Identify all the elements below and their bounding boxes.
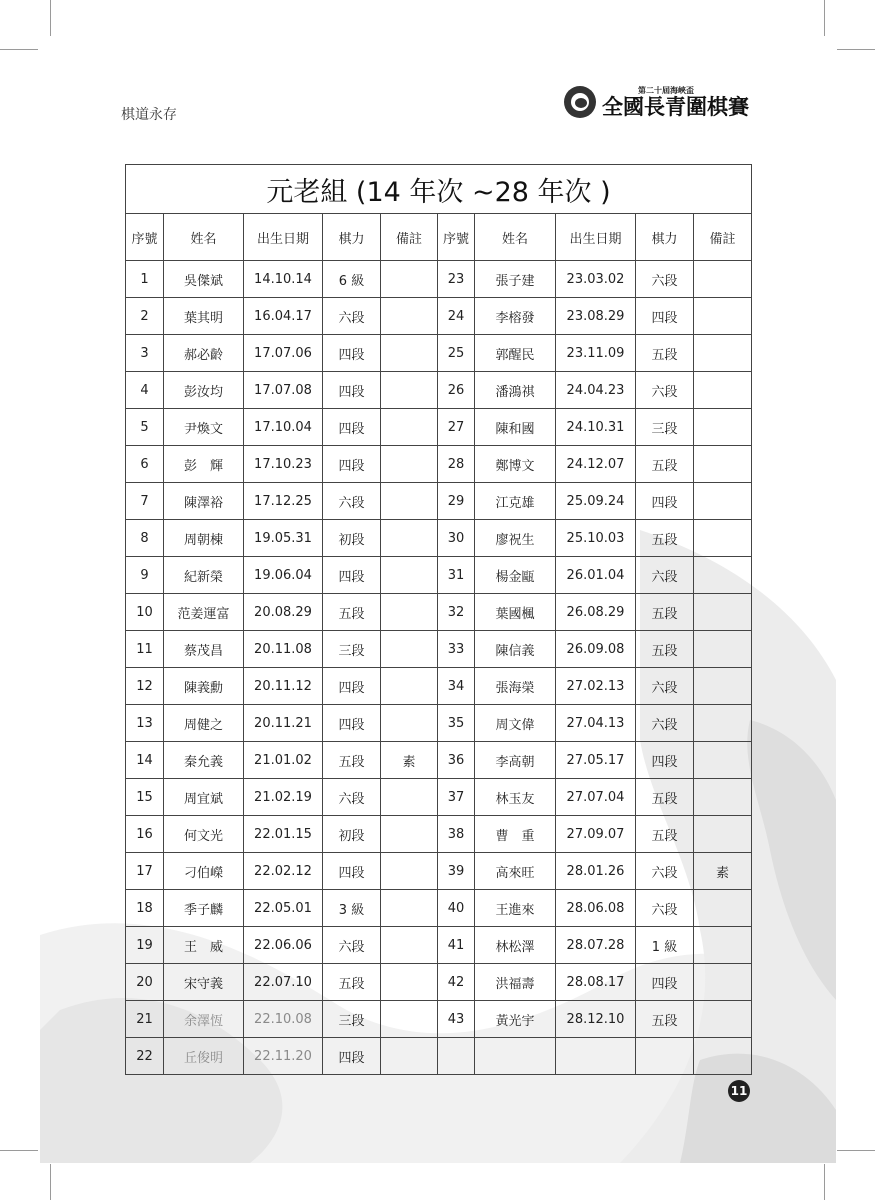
table-cell: 初段 [323, 816, 381, 853]
table-cell: 3 級 [323, 890, 381, 927]
table-cell: 22.05.01 [244, 890, 323, 927]
table-cell: 五段 [636, 631, 694, 668]
table-cell: 35 [438, 705, 475, 742]
table-cell: 3 [126, 335, 164, 372]
table-cell: 25.10.03 [556, 520, 636, 557]
table-cell: 秦允義 [164, 742, 244, 779]
table-cell: 21.02.19 [244, 779, 323, 816]
table-cell: 五段 [636, 1001, 694, 1038]
table-cell: 28.07.28 [556, 927, 636, 964]
table-cell [694, 816, 752, 853]
table-cell: 五段 [323, 742, 381, 779]
table-cell [694, 594, 752, 631]
table-cell: 六段 [323, 779, 381, 816]
table-cell: 17.07.08 [244, 372, 323, 409]
table-cell: 1 [126, 261, 164, 298]
table-cell [381, 298, 438, 335]
table-cell: 廖祝生 [475, 520, 556, 557]
table-cell: 38 [438, 816, 475, 853]
table-cell: 尹煥文 [164, 409, 244, 446]
table-cell: 楊金甌 [475, 557, 556, 594]
table-cell: 四段 [636, 964, 694, 1001]
table-cell: 41 [438, 927, 475, 964]
table-cell: 五段 [636, 335, 694, 372]
table-cell: 五段 [636, 446, 694, 483]
table-cell: 刁伯嶸 [164, 853, 244, 890]
table-cell: 六段 [636, 372, 694, 409]
table-cell: 五段 [636, 779, 694, 816]
event-logo [564, 86, 749, 118]
table-cell [694, 409, 752, 446]
table-cell [694, 372, 752, 409]
table-cell: 陳和國 [475, 409, 556, 446]
table-cell: 張子建 [475, 261, 556, 298]
table-cell: 陳澤裕 [164, 483, 244, 520]
table-cell [381, 853, 438, 890]
table-cell [694, 520, 752, 557]
table-cell [381, 594, 438, 631]
table-cell: 四段 [323, 446, 381, 483]
table-cell: 16 [126, 816, 164, 853]
table-cell: 43 [438, 1001, 475, 1038]
table-cell [694, 779, 752, 816]
table-cell [694, 483, 752, 520]
table-cell: 22.10.08 [244, 1001, 323, 1038]
table-row [126, 372, 752, 409]
column-header: 棋力 [636, 214, 694, 261]
table-cell: 17.10.23 [244, 446, 323, 483]
table-cell: 25 [438, 335, 475, 372]
table-row [126, 742, 752, 779]
table-cell: 14.10.14 [244, 261, 323, 298]
table-cell [636, 1038, 694, 1075]
table-cell: 23.08.29 [556, 298, 636, 335]
table-cell: 曹 重 [475, 816, 556, 853]
table-cell: 29 [438, 483, 475, 520]
table-cell [694, 705, 752, 742]
table-cell [381, 446, 438, 483]
table-cell: 1 級 [636, 927, 694, 964]
table-cell: 21.01.02 [244, 742, 323, 779]
table-row [126, 631, 752, 668]
table-cell: 22.07.10 [244, 964, 323, 1001]
table-cell: 丘俊明 [164, 1038, 244, 1075]
table-cell: 四段 [636, 298, 694, 335]
table-cell: 17 [126, 853, 164, 890]
table-cell: 六段 [323, 927, 381, 964]
table-cell: 20 [126, 964, 164, 1001]
column-header: 棋力 [323, 214, 381, 261]
table-cell: 26.01.04 [556, 557, 636, 594]
table-cell: 23 [438, 261, 475, 298]
table-cell: 20.11.12 [244, 668, 323, 705]
column-header: 序號 [126, 214, 164, 261]
table-cell: 高來旺 [475, 853, 556, 890]
table-cell [381, 335, 438, 372]
table-cell: 39 [438, 853, 475, 890]
table-row [126, 520, 752, 557]
table-cell [381, 409, 438, 446]
table-cell: 三段 [323, 631, 381, 668]
table-cell: 27.07.04 [556, 779, 636, 816]
table-cell [694, 335, 752, 372]
table-cell: 23.11.09 [556, 335, 636, 372]
table-cell: 三段 [636, 409, 694, 446]
column-header: 出生日期 [244, 214, 323, 261]
table-row [126, 483, 752, 520]
table-cell [381, 705, 438, 742]
table-cell: 32 [438, 594, 475, 631]
table-row [126, 1001, 752, 1038]
table-cell: 初段 [323, 520, 381, 557]
table-cell: 22.02.12 [244, 853, 323, 890]
header-left-text: 棋道永存 [121, 107, 177, 123]
table-cell: 六段 [636, 557, 694, 594]
table-row [126, 890, 752, 927]
table-cell: 鄭博文 [475, 446, 556, 483]
table-cell: 33 [438, 631, 475, 668]
table-cell: 何文光 [164, 816, 244, 853]
table-cell: 周宜斌 [164, 779, 244, 816]
table-cell [381, 816, 438, 853]
table-cell: 葉其明 [164, 298, 244, 335]
table-cell [694, 890, 752, 927]
table-cell: 李高朝 [475, 742, 556, 779]
table-cell: 28.01.26 [556, 853, 636, 890]
table-cell: 27 [438, 409, 475, 446]
table-cell: 周文偉 [475, 705, 556, 742]
table-title: 元老組 (14 年次 ~28 年次 ) [126, 165, 752, 214]
table-cell: 17.10.04 [244, 409, 323, 446]
table-cell: 彭 輝 [164, 446, 244, 483]
table-cell: 季子麟 [164, 890, 244, 927]
table-cell [694, 631, 752, 668]
table-cell: 蔡茂昌 [164, 631, 244, 668]
table-row [126, 335, 752, 372]
table-cell: 黃光宇 [475, 1001, 556, 1038]
table-cell [694, 927, 752, 964]
table-cell [381, 557, 438, 594]
table-row [126, 409, 752, 446]
table-cell: 江克雄 [475, 483, 556, 520]
table-cell: 葉國楓 [475, 594, 556, 631]
logo-title: 全國長青圍棋賽 [602, 94, 749, 119]
table-cell [381, 779, 438, 816]
table-cell: 余澤恆 [164, 1001, 244, 1038]
table-cell: 34 [438, 668, 475, 705]
table-cell: 潘鴻祺 [475, 372, 556, 409]
table-cell: 六段 [636, 890, 694, 927]
table-cell: 28.08.17 [556, 964, 636, 1001]
table-cell [694, 964, 752, 1001]
table-cell: 四段 [636, 742, 694, 779]
table-cell [381, 964, 438, 1001]
table-cell [381, 261, 438, 298]
table-cell: 六段 [636, 853, 694, 890]
table-cell: 37 [438, 779, 475, 816]
table-cell: 六段 [636, 261, 694, 298]
table-cell: 六段 [323, 483, 381, 520]
table-cell: 林松澤 [475, 927, 556, 964]
table-cell: 26 [438, 372, 475, 409]
table-cell: 27.04.13 [556, 705, 636, 742]
table-cell: 42 [438, 964, 475, 1001]
table-cell [381, 1001, 438, 1038]
table-cell: 紀新榮 [164, 557, 244, 594]
table-cell: 22.11.20 [244, 1038, 323, 1075]
table-row [126, 779, 752, 816]
table-cell: 周健之 [164, 705, 244, 742]
column-header: 姓名 [475, 214, 556, 261]
table-cell: 郭醒民 [475, 335, 556, 372]
table-header-row [126, 214, 752, 261]
table-body [126, 261, 752, 1075]
table-cell [694, 261, 752, 298]
table-cell: 28.12.10 [556, 1001, 636, 1038]
table-cell: 19.06.04 [244, 557, 323, 594]
table-cell: 五段 [636, 816, 694, 853]
table-row [126, 816, 752, 853]
table-cell: 六段 [323, 298, 381, 335]
table-cell: 三段 [323, 1001, 381, 1038]
table-cell: 28.06.08 [556, 890, 636, 927]
roster-table [125, 164, 752, 1075]
table-cell: 素 [694, 853, 752, 890]
table-row [126, 705, 752, 742]
table-cell: 7 [126, 483, 164, 520]
table-cell: 28 [438, 446, 475, 483]
table-cell: 24.04.23 [556, 372, 636, 409]
table-cell: 31 [438, 557, 475, 594]
table-cell: 24 [438, 298, 475, 335]
table-row [126, 557, 752, 594]
table-cell: 陳信義 [475, 631, 556, 668]
table-row [126, 298, 752, 335]
table-cell: 四段 [323, 372, 381, 409]
table-cell: 素 [381, 742, 438, 779]
table-cell: 五段 [323, 964, 381, 1001]
table-cell: 10 [126, 594, 164, 631]
table-cell: 13 [126, 705, 164, 742]
table-cell: 26.09.08 [556, 631, 636, 668]
table-cell: 22.06.06 [244, 927, 323, 964]
table-cell: 12 [126, 668, 164, 705]
logo-emblem-icon [564, 86, 596, 118]
table-row [126, 927, 752, 964]
column-header: 出生日期 [556, 214, 636, 261]
table-cell: 五段 [636, 594, 694, 631]
table-cell: 14 [126, 742, 164, 779]
table-row [126, 964, 752, 1001]
table-cell [381, 890, 438, 927]
column-header: 序號 [438, 214, 475, 261]
table-cell [381, 520, 438, 557]
table-cell: 20.11.21 [244, 705, 323, 742]
table-cell: 27.09.07 [556, 816, 636, 853]
table-cell: 2 [126, 298, 164, 335]
table-cell: 20.08.29 [244, 594, 323, 631]
page-number: 11 [728, 1080, 750, 1102]
table-cell: 四段 [323, 557, 381, 594]
table-cell: 21 [126, 1001, 164, 1038]
table-cell [694, 557, 752, 594]
table-cell: 16.04.17 [244, 298, 323, 335]
table-cell: 六段 [636, 705, 694, 742]
table-cell: 陳義勳 [164, 668, 244, 705]
table-cell: 五段 [636, 520, 694, 557]
table-cell: 四段 [323, 1038, 381, 1075]
table-cell [381, 1038, 438, 1075]
table-cell: 27.02.13 [556, 668, 636, 705]
table-cell: 王進來 [475, 890, 556, 927]
table-cell: 彭汝均 [164, 372, 244, 409]
table-cell [694, 1001, 752, 1038]
table-cell: 林玉友 [475, 779, 556, 816]
table-row [126, 668, 752, 705]
table-cell: 23.03.02 [556, 261, 636, 298]
table-cell: 17.12.25 [244, 483, 323, 520]
column-header: 備註 [381, 214, 438, 261]
column-header: 備註 [694, 214, 752, 261]
table-cell [381, 483, 438, 520]
table-cell [475, 1038, 556, 1075]
column-header: 姓名 [164, 214, 244, 261]
table-cell: 6 [126, 446, 164, 483]
table-row [126, 261, 752, 298]
table-cell: 四段 [323, 853, 381, 890]
table-cell: 15 [126, 779, 164, 816]
table-cell: 郝必齡 [164, 335, 244, 372]
table-cell: 6 級 [323, 261, 381, 298]
table-row [126, 446, 752, 483]
table-cell: 李榕發 [475, 298, 556, 335]
table-cell [694, 298, 752, 335]
table-cell [381, 668, 438, 705]
logo-subtitle: 第二十屆海峽盃 [638, 85, 694, 95]
table-cell: 36 [438, 742, 475, 779]
table-cell: 四段 [323, 409, 381, 446]
table-row [126, 853, 752, 890]
table-cell: 宋守義 [164, 964, 244, 1001]
table-cell: 4 [126, 372, 164, 409]
table-cell [556, 1038, 636, 1075]
table-cell: 18 [126, 890, 164, 927]
table-cell: 24.10.31 [556, 409, 636, 446]
table-cell: 5 [126, 409, 164, 446]
table-cell: 洪福壽 [475, 964, 556, 1001]
table-cell: 周朝棟 [164, 520, 244, 557]
table-cell [381, 631, 438, 668]
table-cell: 11 [126, 631, 164, 668]
table-cell: 26.08.29 [556, 594, 636, 631]
table-cell: 19.05.31 [244, 520, 323, 557]
table-cell: 五段 [323, 594, 381, 631]
table-cell: 25.09.24 [556, 483, 636, 520]
table-cell [694, 742, 752, 779]
table-cell [694, 668, 752, 705]
table-cell: 四段 [323, 705, 381, 742]
table-row [126, 594, 752, 631]
table-cell: 四段 [323, 335, 381, 372]
table-cell: 四段 [323, 668, 381, 705]
table-cell: 22 [126, 1038, 164, 1075]
table-cell [438, 1038, 475, 1075]
table-cell: 20.11.08 [244, 631, 323, 668]
table-cell: 19 [126, 927, 164, 964]
table-cell: 六段 [636, 668, 694, 705]
table-cell: 30 [438, 520, 475, 557]
table-cell: 四段 [636, 483, 694, 520]
table-cell: 27.05.17 [556, 742, 636, 779]
table-cell [381, 927, 438, 964]
table-cell [694, 446, 752, 483]
table-cell: 吳傑斌 [164, 261, 244, 298]
table-cell: 王 威 [164, 927, 244, 964]
table-row [126, 1038, 752, 1075]
table-cell: 張海榮 [475, 668, 556, 705]
table-cell: 9 [126, 557, 164, 594]
table-cell [381, 372, 438, 409]
table-cell [694, 1038, 752, 1075]
table-cell: 22.01.15 [244, 816, 323, 853]
table-cell: 24.12.07 [556, 446, 636, 483]
table-cell: 17.07.06 [244, 335, 323, 372]
table-cell: 范姜運富 [164, 594, 244, 631]
table-cell: 8 [126, 520, 164, 557]
table-cell: 40 [438, 890, 475, 927]
